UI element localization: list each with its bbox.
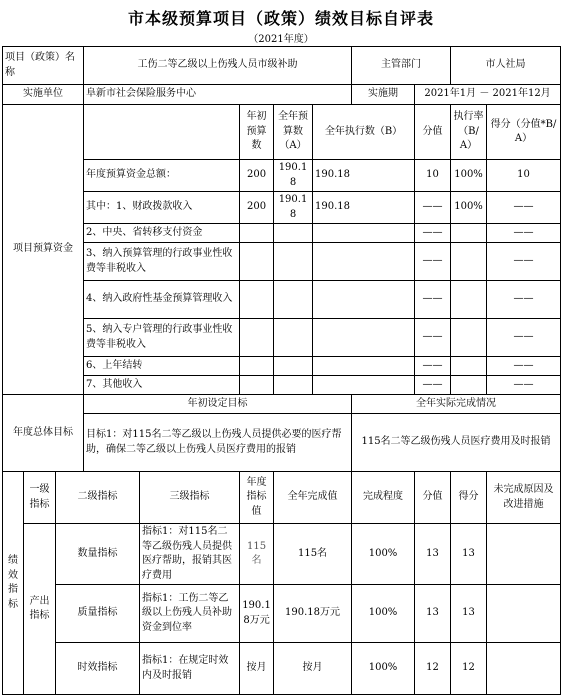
indicator-actual: 190.18万元 bbox=[274, 585, 352, 643]
budget-header-executed: 全年执行数（B） bbox=[313, 105, 415, 160]
budget-header-score: 分值 bbox=[415, 105, 451, 160]
budget-row bbox=[3, 281, 561, 319]
budget-section-label: 项目预算资金 bbox=[3, 105, 84, 395]
indicator-header-target: 年度指标值 bbox=[240, 472, 274, 524]
budget-got: 10 bbox=[487, 160, 561, 192]
budget-executed: 190.18 bbox=[313, 160, 415, 192]
budget-got: —— bbox=[487, 192, 561, 224]
unit-label: 实施单位 bbox=[3, 85, 84, 105]
budget-rate bbox=[451, 376, 487, 395]
budget-row bbox=[3, 192, 561, 224]
budget-executed bbox=[313, 281, 415, 319]
indicator-header-score: 分值 bbox=[415, 472, 451, 524]
output-label: 产出指标 bbox=[24, 524, 56, 695]
indicator-actual: 按月 bbox=[274, 643, 352, 695]
budget-got: —— bbox=[487, 224, 561, 243]
budget-score: —— bbox=[415, 281, 451, 319]
budget-rate bbox=[451, 357, 487, 376]
indicator-completion: 100% bbox=[352, 524, 415, 585]
budget-full-year bbox=[274, 281, 313, 319]
indicator-header-row bbox=[3, 472, 561, 524]
indicator-row bbox=[3, 643, 561, 695]
indicator-reason bbox=[487, 524, 561, 585]
indicator-level3: 指标1：工伤二等乙级以上伤残人员补助资金到位率 bbox=[140, 585, 240, 643]
budget-initial bbox=[240, 224, 274, 243]
budget-initial bbox=[240, 281, 274, 319]
budget-initial bbox=[240, 357, 274, 376]
budget-initial bbox=[240, 243, 274, 281]
budget-got: —— bbox=[487, 319, 561, 357]
budget-score: —— bbox=[415, 376, 451, 395]
budget-full-year bbox=[274, 243, 313, 281]
budget-row bbox=[3, 357, 561, 376]
budget-row bbox=[3, 160, 561, 192]
budget-executed bbox=[313, 357, 415, 376]
page-year: （2021年度） bbox=[248, 34, 314, 45]
budget-initial bbox=[240, 319, 274, 357]
overall-header-row bbox=[3, 395, 561, 414]
budget-executed bbox=[313, 319, 415, 357]
budget-initial: 200 bbox=[240, 192, 274, 224]
budget-initial: 200 bbox=[240, 160, 274, 192]
period-value: 2021年1月 － 2021年12月 bbox=[415, 85, 561, 105]
indicator-got: 13 bbox=[451, 524, 487, 585]
overall-goal-text: 目标1：对115名二等乙级以上伤残人员提供必要的医疗帮助，确保二等乙级以上伤残人员医疗费用的报销 bbox=[84, 414, 352, 472]
indicator-target: 115名 bbox=[240, 524, 274, 585]
indicator-score: 13 bbox=[415, 585, 451, 643]
indicator-header-level3: 三级指标 bbox=[140, 472, 240, 524]
budget-header-row bbox=[3, 105, 561, 160]
period-label: 实施期 bbox=[352, 85, 415, 105]
budget-executed bbox=[313, 243, 415, 281]
overall-content-row bbox=[3, 414, 561, 472]
evaluation-table bbox=[2, 46, 561, 695]
budget-row-label: 5、纳入专户管理的行政事业性收费等非税收入 bbox=[84, 319, 240, 357]
overall-actual-header: 全年实际完成情况 bbox=[352, 395, 561, 414]
overall-actual-text: 115名二等乙级伤残人员医疗费用及时报销 bbox=[352, 414, 561, 472]
indicator-target: 按月 bbox=[240, 643, 274, 695]
indicator-row bbox=[3, 524, 561, 585]
budget-full-year bbox=[274, 224, 313, 243]
budget-full-year bbox=[274, 357, 313, 376]
budget-row-label: 3、纳入预算管理的行政事业性收费等非税收入 bbox=[84, 243, 240, 281]
budget-row-label: 7、其他收入 bbox=[84, 376, 240, 395]
budget-full-year: 190.18 bbox=[274, 192, 313, 224]
overall-goal-header: 年初设定目标 bbox=[84, 395, 352, 414]
unit-row bbox=[3, 85, 561, 105]
budget-rate bbox=[451, 281, 487, 319]
budget-score: 10 bbox=[415, 160, 451, 192]
budget-score: —— bbox=[415, 357, 451, 376]
budget-row-label: 4、纳入政府性基金预算管理收入 bbox=[84, 281, 240, 319]
budget-executed: 190.18 bbox=[313, 192, 415, 224]
indicator-completion: 100% bbox=[352, 585, 415, 643]
budget-header-got-score: 得分（分值*B/A） bbox=[487, 105, 561, 160]
indicator-score: 13 bbox=[415, 524, 451, 585]
indicator-level3: 指标1：在规定时效内及时报销 bbox=[140, 643, 240, 695]
budget-got: —— bbox=[487, 357, 561, 376]
budget-rate bbox=[451, 224, 487, 243]
indicator-level3: 指标1：对115名二等乙级伤残人员提供医疗帮助，报销其医疗费用 bbox=[140, 524, 240, 585]
budget-got: —— bbox=[487, 243, 561, 281]
budget-score: —— bbox=[415, 319, 451, 357]
indicator-header-level2: 二级指标 bbox=[56, 472, 140, 524]
budget-executed bbox=[313, 224, 415, 243]
indicator-level2: 数量指标 bbox=[56, 524, 140, 585]
budget-rate: 100% bbox=[451, 192, 487, 224]
budget-full-year: 190.18 bbox=[274, 160, 313, 192]
budget-got: —— bbox=[487, 376, 561, 395]
budget-row bbox=[3, 376, 561, 395]
budget-got: —— bbox=[487, 281, 561, 319]
indicator-reason bbox=[487, 643, 561, 695]
page-title: 市本级预算项目（政策）绩效目标自评表 bbox=[127, 9, 434, 28]
indicator-header-level1: 一级指标 bbox=[24, 472, 56, 524]
budget-executed bbox=[313, 376, 415, 395]
budget-row-label: 2、中央、省转移支付资金 bbox=[84, 224, 240, 243]
project-name: 工伤二等乙级以上伤残人员市级补助 bbox=[84, 47, 352, 85]
indicator-header-reason: 未完成原因及改进措施 bbox=[487, 472, 561, 524]
budget-row bbox=[3, 243, 561, 281]
budget-rate bbox=[451, 319, 487, 357]
indicator-header-got: 得分 bbox=[451, 472, 487, 524]
indicator-row bbox=[3, 585, 561, 643]
indicator-target: 190.18万元 bbox=[240, 585, 274, 643]
budget-row-label: 其中：1、财政拨款收入 bbox=[84, 192, 240, 224]
project-label: 项目（政策）名称 bbox=[3, 47, 84, 85]
indicator-header-actual: 全年完成值 bbox=[274, 472, 352, 524]
budget-header-rate: 执行率（B/A） bbox=[451, 105, 487, 160]
budget-score: —— bbox=[415, 192, 451, 224]
overall-label: 年度总体目标 bbox=[3, 395, 84, 472]
indicator-got: 13 bbox=[451, 585, 487, 643]
budget-row-label: 6、上年结转 bbox=[84, 357, 240, 376]
project-row bbox=[3, 47, 561, 85]
budget-row-label: 年度预算资金总额： bbox=[84, 160, 240, 192]
indicator-got: 12 bbox=[451, 643, 487, 695]
dept-label: 主管部门 bbox=[352, 47, 451, 85]
indicator-reason bbox=[487, 585, 561, 643]
budget-score: —— bbox=[415, 243, 451, 281]
budget-full-year bbox=[274, 376, 313, 395]
dept-value: 市人社局 bbox=[451, 47, 561, 85]
budget-full-year bbox=[274, 319, 313, 357]
indicator-header-completion: 完成程度 bbox=[352, 472, 415, 524]
budget-header-blank bbox=[84, 105, 240, 160]
budget-rate bbox=[451, 243, 487, 281]
indicator-level2: 质量指标 bbox=[56, 585, 140, 643]
indicator-completion: 100% bbox=[352, 643, 415, 695]
budget-row bbox=[3, 319, 561, 357]
budget-initial bbox=[240, 376, 274, 395]
indicator-score: 12 bbox=[415, 643, 451, 695]
budget-header-initial: 年初预算数 bbox=[240, 105, 274, 160]
budget-header-full-year: 全年预算数（A） bbox=[274, 105, 313, 160]
perf-label: 绩效指标 bbox=[3, 472, 24, 695]
unit-value: 阜新市社会保险服务中心 bbox=[84, 85, 352, 105]
indicator-actual: 115名 bbox=[274, 524, 352, 585]
budget-rate: 100% bbox=[451, 160, 487, 192]
budget-score: —— bbox=[415, 224, 451, 243]
budget-row bbox=[3, 224, 561, 243]
indicator-level2: 时效指标 bbox=[56, 643, 140, 695]
